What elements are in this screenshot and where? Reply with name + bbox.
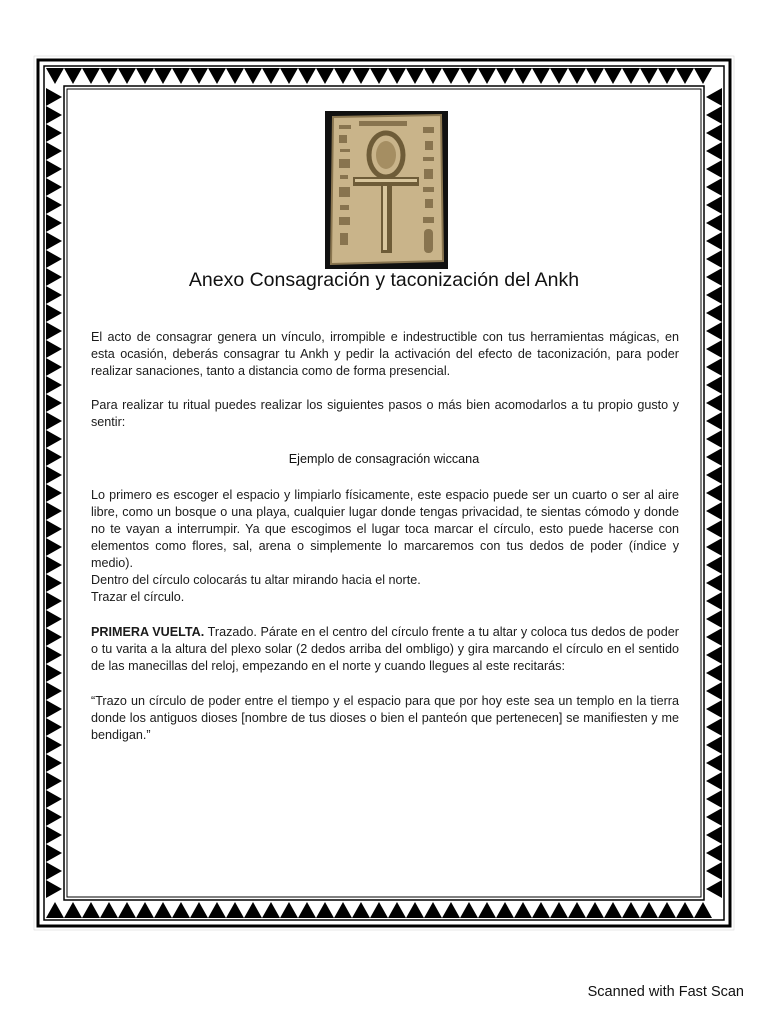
border-triangle	[46, 502, 62, 520]
border-triangle	[706, 790, 722, 808]
border-triangle	[46, 88, 62, 106]
border-triangle	[334, 902, 352, 918]
border-triangle	[706, 142, 722, 160]
border-triangle	[706, 106, 722, 124]
border-triangle	[100, 68, 118, 84]
border-triangle	[706, 358, 722, 376]
border-triangle	[706, 610, 722, 628]
border-triangle	[370, 68, 388, 84]
border-triangle	[622, 902, 640, 918]
border-triangle	[388, 902, 406, 918]
border-triangle	[706, 304, 722, 322]
border-triangle	[460, 902, 478, 918]
border-triangle	[262, 902, 280, 918]
scan-watermark: Scanned with Fast Scan	[587, 984, 744, 1000]
border-triangle	[550, 68, 568, 84]
border-triangle	[136, 902, 154, 918]
border-triangle	[298, 68, 316, 84]
border-triangle	[706, 682, 722, 700]
border-triangle	[460, 68, 478, 84]
border-triangle	[424, 902, 442, 918]
border-triangle	[118, 68, 136, 84]
border-triangle	[190, 68, 208, 84]
border-triangle	[46, 826, 62, 844]
border-triangle	[172, 68, 190, 84]
border-triangle	[706, 628, 722, 646]
border-triangle	[46, 880, 62, 898]
border-triangle	[706, 484, 722, 502]
section-subtitle: Ejemplo de consagración wiccana	[288, 452, 480, 466]
border-triangle	[46, 484, 62, 502]
border-triangle	[316, 902, 334, 918]
border-triangle	[706, 124, 722, 142]
border-triangle	[706, 322, 722, 340]
border-triangle	[46, 412, 62, 430]
paragraph-intro: El acto de consagrar genera un vínculo, irrompible e indestructible con tus herramientas mágicas, en esta ocasión, deberás consagrar tu Ankh y pedir la activación del efecto de taconización, para poder realizar sanaciones, tanto a distancia como de forma presencial.	[91, 330, 679, 378]
border-triangle	[694, 68, 712, 84]
border-triangle	[706, 160, 722, 178]
border-triangle	[46, 394, 62, 412]
border-triangle	[706, 826, 722, 844]
border-triangle	[46, 466, 62, 484]
border-triangle	[586, 902, 604, 918]
border-triangle	[706, 340, 722, 358]
border-triangle	[172, 902, 190, 918]
border-triangle	[46, 106, 62, 124]
border-triangle	[658, 902, 676, 918]
border-triangle	[442, 902, 460, 918]
border-triangle	[46, 736, 62, 754]
border-triangle	[550, 902, 568, 918]
border-triangle	[46, 358, 62, 376]
border-triangle	[46, 718, 62, 736]
ankh-stone-tablet-icon	[325, 111, 448, 269]
border-triangle	[154, 68, 172, 84]
border-triangle	[46, 790, 62, 808]
border-triangle	[46, 124, 62, 142]
border-triangle	[46, 754, 62, 772]
border-triangle	[424, 68, 442, 84]
page-title: Anexo Consagración y taconización del Ankh	[188, 269, 580, 291]
border-triangle	[46, 214, 62, 232]
border-triangle	[226, 902, 244, 918]
border-triangle	[706, 556, 722, 574]
border-triangle	[190, 902, 208, 918]
border-triangle	[280, 902, 298, 918]
border-triangle	[706, 880, 722, 898]
border-triangle	[496, 68, 514, 84]
border-triangle	[352, 902, 370, 918]
border-triangle	[706, 862, 722, 880]
border-triangle	[706, 214, 722, 232]
border-triangle	[46, 682, 62, 700]
border-triangle	[706, 844, 722, 862]
border-triangle	[706, 88, 722, 106]
border-triangle	[46, 844, 62, 862]
border-triangle	[370, 902, 388, 918]
border-triangle	[706, 430, 722, 448]
paragraph-space: Lo primero es escoger el espacio y limpiarlo físicamente, este espacio puede ser un cuarto o ser al aire libre, como un bosque o una playa, cualquier lugar donde tengas privacidad, te sientas cómodo y donde no te vayan a interrumpir. Ya que escogimos el lugar toca marcar el círculo, esto puede hacerse con elementos como flores, sal, arena o simplemente lo marcaremos con tus dedos de poder (índice y medio). Dentro del círculo colocarás tu altar mirando hacia el norte. Trazar el círculo.	[91, 488, 679, 604]
border-triangle	[244, 68, 262, 84]
border-triangle	[46, 232, 62, 250]
line-altar: Dentro del círculo colocarás tu altar mirando hacia el norte.	[91, 573, 421, 587]
border-triangle	[46, 340, 62, 358]
border-triangle	[706, 178, 722, 196]
border-triangle	[406, 68, 424, 84]
border-triangle	[706, 700, 722, 718]
border-triangle	[568, 902, 586, 918]
border-triangle	[514, 902, 532, 918]
border-triangle	[46, 178, 62, 196]
border-triangle	[46, 520, 62, 538]
border-triangle	[298, 902, 316, 918]
border-triangle	[604, 902, 622, 918]
border-triangle	[706, 592, 722, 610]
border-triangle	[46, 646, 62, 664]
border-triangle	[46, 772, 62, 790]
border-triangle	[154, 902, 172, 918]
border-triangle	[478, 68, 496, 84]
border-triangle	[706, 718, 722, 736]
border-triangle	[706, 736, 722, 754]
border-triangle	[706, 394, 722, 412]
border-triangle	[46, 430, 62, 448]
border-triangle	[46, 664, 62, 682]
border-triangle	[706, 466, 722, 484]
border-triangle	[82, 68, 100, 84]
border-triangle	[586, 68, 604, 84]
paragraph-steps: Para realizar tu ritual puedes realizar los siguientes pasos o más bien acomodarlos a tu propio gusto y sentir:	[91, 398, 679, 429]
border-triangle	[532, 68, 550, 84]
border-triangle	[496, 902, 514, 918]
border-triangle	[280, 68, 298, 84]
border-triangle	[676, 68, 694, 84]
border-triangle	[46, 592, 62, 610]
border-triangle	[706, 412, 722, 430]
border-triangle	[706, 520, 722, 538]
border-triangle	[706, 232, 722, 250]
border-triangle	[604, 68, 622, 84]
border-triangle	[706, 376, 722, 394]
border-triangle	[46, 902, 64, 918]
border-triangle	[706, 574, 722, 592]
border-triangle	[706, 538, 722, 556]
border-triangle	[46, 610, 62, 628]
border-triangle	[706, 250, 722, 268]
border-triangle	[46, 160, 62, 178]
border-triangle	[334, 68, 352, 84]
border-triangle	[46, 68, 64, 84]
border-triangle	[262, 68, 280, 84]
border-triangle	[46, 196, 62, 214]
border-triangle	[100, 902, 118, 918]
border-triangle	[640, 68, 658, 84]
border-triangle	[64, 902, 82, 918]
border-triangle	[226, 68, 244, 84]
border-triangle	[208, 68, 226, 84]
border-triangle	[676, 902, 694, 918]
border-triangle	[136, 68, 154, 84]
border-triangle	[706, 808, 722, 826]
border-triangle	[694, 902, 712, 918]
border-triangle	[706, 664, 722, 682]
border-triangle	[82, 902, 100, 918]
border-triangle	[568, 68, 586, 84]
border-triangle	[46, 628, 62, 646]
border-triangle	[658, 68, 676, 84]
border-triangle	[46, 322, 62, 340]
border-triangle	[706, 502, 722, 520]
border-triangle	[46, 808, 62, 826]
primera-vuelta-text: Trazado. Párate en el centro del círculo frente a tu altar y coloca tus dedos de poder o tu varita a la altura del plexo solar (2 dedos arriba del ombligo) y gira marcando el círculo en el sentido de las manecillas del reloj, empezando en el norte y cuando llegues al este recitarás:	[91, 625, 680, 673]
border-triangle	[46, 376, 62, 394]
border-triangle	[46, 574, 62, 592]
border-triangle	[622, 68, 640, 84]
border-triangle	[532, 902, 550, 918]
border-triangle	[388, 68, 406, 84]
line-trazar: Trazar el círculo.	[91, 590, 185, 604]
border-triangle	[46, 862, 62, 880]
border-triangle	[46, 142, 62, 160]
border-triangle	[316, 68, 334, 84]
border-triangle	[46, 700, 62, 718]
paragraph-quote: “Trazo un círculo de poder entre el tiempo y el espacio para que por hoy este sea un templo en la tierra donde los antiguos dioses [nombre de tus dioses o bien el panteón que pertenecen] se manifiesten y me bendigan.”	[91, 694, 679, 742]
border-triangle	[640, 902, 658, 918]
border-triangle	[244, 902, 262, 918]
border-triangle	[46, 304, 62, 322]
border-triangle	[118, 902, 136, 918]
border-triangle	[46, 250, 62, 268]
primera-vuelta-label: PRIMERA VUELTA.	[91, 625, 205, 639]
border-triangle	[64, 68, 82, 84]
border-triangle	[442, 68, 460, 84]
paragraph-primera-vuelta	[91, 624, 679, 675]
border-triangle	[706, 772, 722, 790]
border-triangle	[46, 538, 62, 556]
border-triangle	[406, 902, 424, 918]
border-triangle	[478, 902, 496, 918]
border-triangle	[46, 556, 62, 574]
border-triangle	[514, 68, 532, 84]
border-triangle	[706, 196, 722, 214]
border-triangle	[706, 754, 722, 772]
border-triangle	[352, 68, 370, 84]
border-triangle	[706, 646, 722, 664]
border-triangle	[208, 902, 226, 918]
